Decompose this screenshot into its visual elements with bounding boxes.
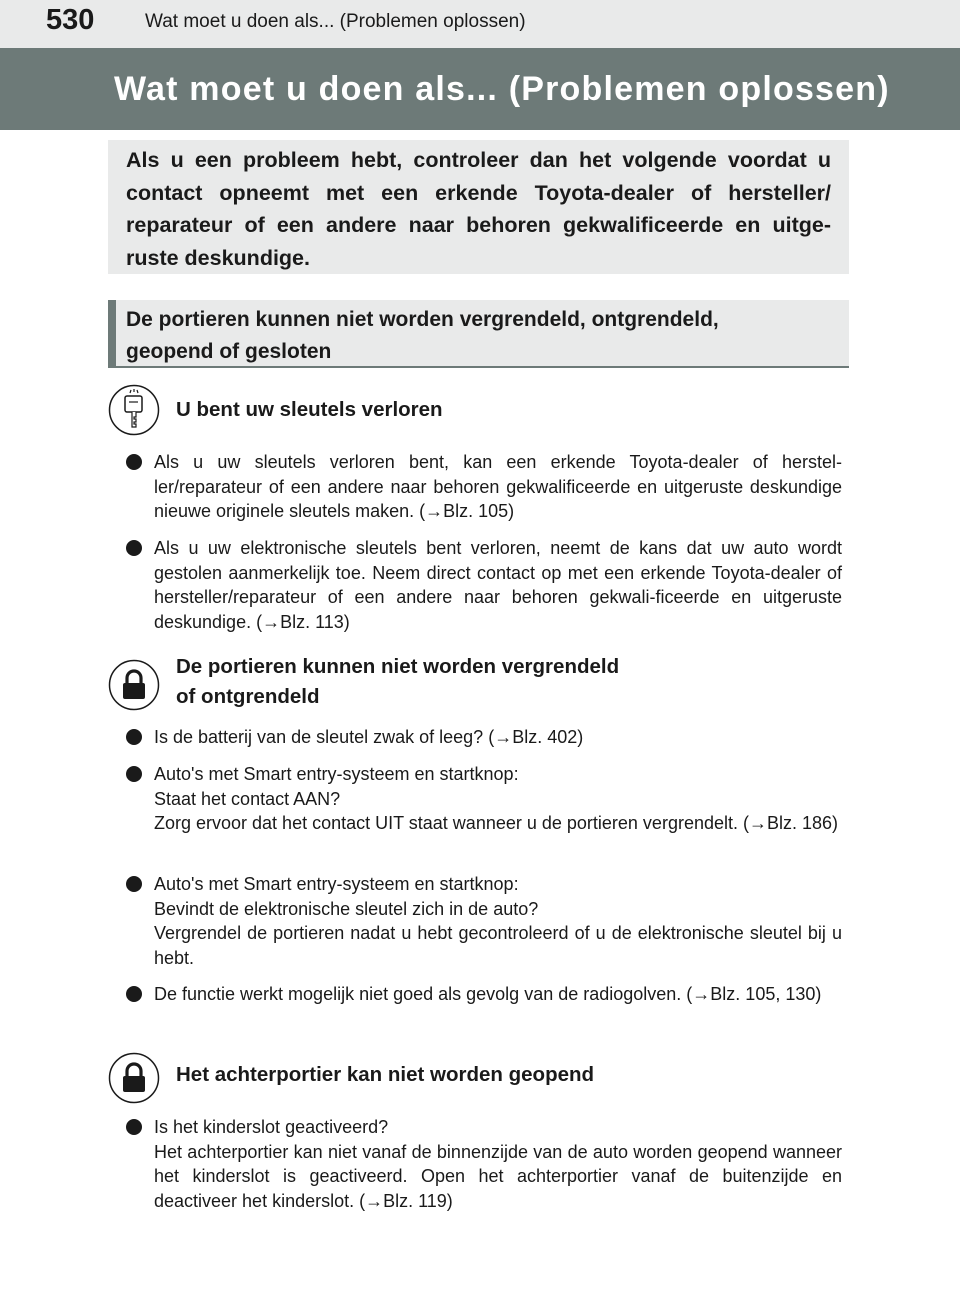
subsection-heading: De portieren kunnen niet worden vergrendeld of ontgrendeld bbox=[176, 655, 620, 708]
subsection-heading: U bent uw sleutels verloren bbox=[176, 398, 443, 421]
page-number: 530 bbox=[46, 4, 95, 36]
bullet-icon bbox=[126, 766, 142, 782]
list-item: De functie werkt mogelijk niet goed als gevolg van de radiogolven. (→Blz. 105, 130) bbox=[126, 982, 842, 1007]
lock-icon bbox=[108, 1052, 160, 1104]
subsection-heading: Het achterportier kan niet worden geopend bbox=[176, 1063, 595, 1086]
intro-text: Als u een probleem hebt, controleer dan het volgende voordat u contact opneemt met een erkende Toyota-dealer of hersteller/ reparateur of een andere naar behoren gekwalificeerde en uitge-ruste deskundige. bbox=[126, 148, 831, 270]
list-item: Auto's met Smart entry-systeem en startknop: Bevindt de elektronische sleutel zich in de auto? Vergrendel de portieren nadat u hebt gecontroleerd of u de elektronische sleutel bij u hebt. bbox=[126, 872, 842, 970]
list-item: Is het kinderslot geactiveerd? Het achterportier kan niet vanaf de binnenzijde van de auto worden geopend wanneer het kinderslot is geactiveerd. Open het achterportier vanaf de buitenzijde en deactiveer het kinderslot. (→Blz. 119) bbox=[126, 1115, 842, 1213]
page-title: Wat moet u doen als... (Problemen oplossen) bbox=[114, 70, 890, 108]
bullet-icon bbox=[126, 729, 142, 745]
list-item: Als u uw elektronische sleutels bent verloren, neemt de kans dat uw auto wordt gestolen aanmerkelijk toe. Neem direct contact op met een erkende Toyota-dealer of hersteller/reparateur of een andere naar behoren gekwali-ficeerde en uitgeruste deskundige. (→Blz. 113) bbox=[126, 536, 842, 634]
running-header: Wat moet u doen als... (Problemen oplossen) bbox=[145, 11, 526, 32]
bullet-icon bbox=[126, 876, 142, 892]
list-item: Als u uw sleutels verloren bent, kan een erkende Toyota-dealer of herstel-ler/reparateur of een andere naar behoren gekwalificeerde en uitgeruste deskundige nieuwe originele sleutels maken. (→Blz. 105) bbox=[126, 450, 842, 524]
list-item: Is de batterij van de sleutel zwak of leeg? (→Blz. 402) bbox=[126, 725, 842, 750]
bullet-icon bbox=[126, 986, 142, 1002]
section-title-line1: De portieren kunnen niet worden vergrendeld, ontgrendeld, bbox=[126, 308, 719, 331]
bullet-icon bbox=[126, 540, 142, 556]
bullet-icon bbox=[126, 454, 142, 470]
key-icon bbox=[108, 384, 160, 436]
lock-icon bbox=[108, 659, 160, 711]
section-title-line2: geopend of gesloten bbox=[126, 339, 332, 363]
list-item: Auto's met Smart entry-systeem en startknop: Staat het contact AAN? Zorg ervoor dat het contact UIT staat wanneer u de portieren vergrendelt. (→Blz. 186) bbox=[126, 762, 842, 836]
bullet-icon bbox=[126, 1119, 142, 1135]
section-heading-box bbox=[108, 300, 849, 368]
intro-box bbox=[108, 140, 849, 274]
